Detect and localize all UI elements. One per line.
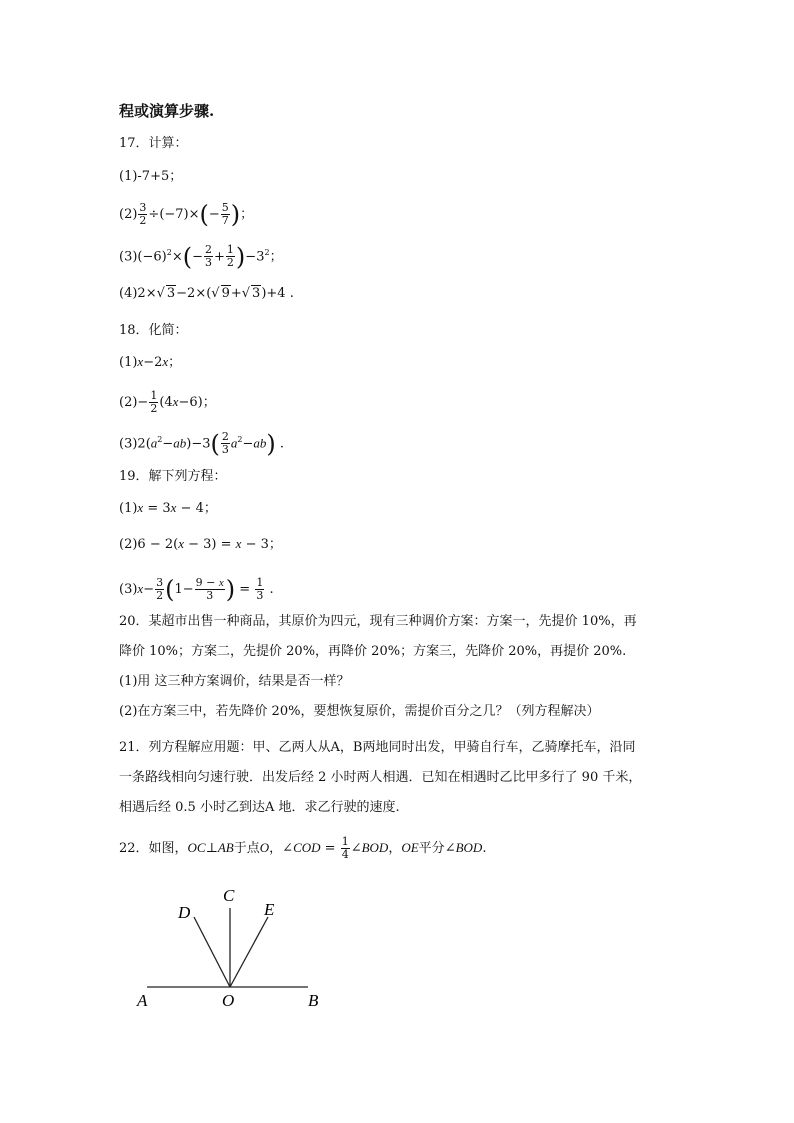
q18-part1-label: (1) (119, 355, 138, 370)
q17-part3-label: (3) (119, 249, 138, 265)
q20-sub2: (2)在方案三中，若先降价 20%，要想恢复原价，需提价百分之几？（列方程解决） (119, 704, 600, 719)
q17-part1: (1)-7+5； (119, 169, 183, 184)
q19-part3: (3)x− $\frac{3}{2}$ (1− $\frac{9 - x}{3}$ ) = $\frac{1}{3}$ . (119, 575, 274, 604)
q17-part4-label: (4) (119, 286, 138, 301)
q19-part2: (2)6 − 2(x − 3) = x − 3； (119, 536, 282, 552)
q17-part2: (2) $\frac{3}{2}$ ÷(−7)×(− $\frac{5}{7}$ )； (119, 200, 254, 229)
ray-oe (230, 917, 268, 987)
q19-part1-label: (1) (119, 501, 138, 516)
q19-part3-label: (3) (119, 582, 138, 597)
q18-part3: $(3)2(a^2-ab)-3$( $\frac{2}{3}$ $a^2-ab$) . (119, 429, 285, 458)
q17-title: 17．计算： (119, 136, 188, 151)
q19-part1: (1)x = 3x − 4； (119, 500, 217, 516)
q19-part2-label: (2) (119, 537, 138, 552)
q18-part2: (2)− $\frac{1}{2}$ (4x−6)； (119, 389, 216, 415)
q21-line1: 21．列方程解应用题：甲、乙两人从A，B两地同时出发，甲骑自行车，乙骑摩托车，沿同 (119, 740, 636, 755)
q20-sub1: (1)用 这三种方案调价，结果是否一样？ (119, 674, 350, 689)
q22-mid4: 平分 (418, 841, 445, 856)
q19-title: 19．解下列方程： (119, 469, 227, 484)
label-d: D (178, 903, 191, 922)
q18-title: 18．化简： (119, 323, 188, 338)
q20-text-line2: 降价 10%；方案二，先提价 20%，再降价 20%；方案三，先降价 20%，再提价 20%. (119, 644, 627, 659)
q22-mid3: ， (388, 841, 402, 856)
q22-text: 22．如图，OC⊥AB于点O，∠COD = $\frac{1}{4}$ ∠BOD，OE平分∠BOD. (119, 835, 487, 861)
angle-figure (120, 880, 340, 1015)
q21-text (119, 733, 679, 823)
q17-part3: $(3)(-6)^2\times(-$ $\frac{2}{3}$ + $\frac{1}{2}$ )$-3^2$； (119, 242, 283, 271)
q18-part1: (1)x−2x； (119, 354, 182, 370)
q20-text-line1: 20．某超市出售一种商品，其原价为四元，现有三种调价方案：方案一，先提价 10%，再 (119, 614, 637, 629)
q21-line3: 相遇后经 0.5 小时乙到达A 地．求乙行驶的速度. (119, 800, 400, 815)
label-e: E (264, 900, 275, 919)
q22-mid1: 于点 (233, 841, 260, 856)
q18-part3-label: (3) (119, 436, 138, 452)
q21-line2: 一条路线相向匀速行驶．出发后经 2 小时两人相遇．已知在相遇时乙比甲多行了 90 千米， (119, 770, 642, 785)
label-b: B (308, 991, 319, 1010)
q17-part2-label: (2) (119, 207, 138, 222)
section-heading: 程或演算步骤. (119, 102, 215, 120)
q17-part4: (4)2×√ 3−2×(√ 9+√ 3)+4 . (119, 286, 294, 301)
q22-mid2: ， (269, 841, 283, 856)
label-o: O (222, 991, 235, 1010)
q20-text (119, 607, 679, 727)
q22-end: . (482, 841, 487, 856)
q22-prefix: 22．如图， (119, 841, 188, 856)
label-c: C (223, 886, 235, 905)
ray-od (194, 917, 230, 987)
label-a: A (137, 991, 148, 1010)
q18-part2-label: (2) (119, 395, 138, 410)
